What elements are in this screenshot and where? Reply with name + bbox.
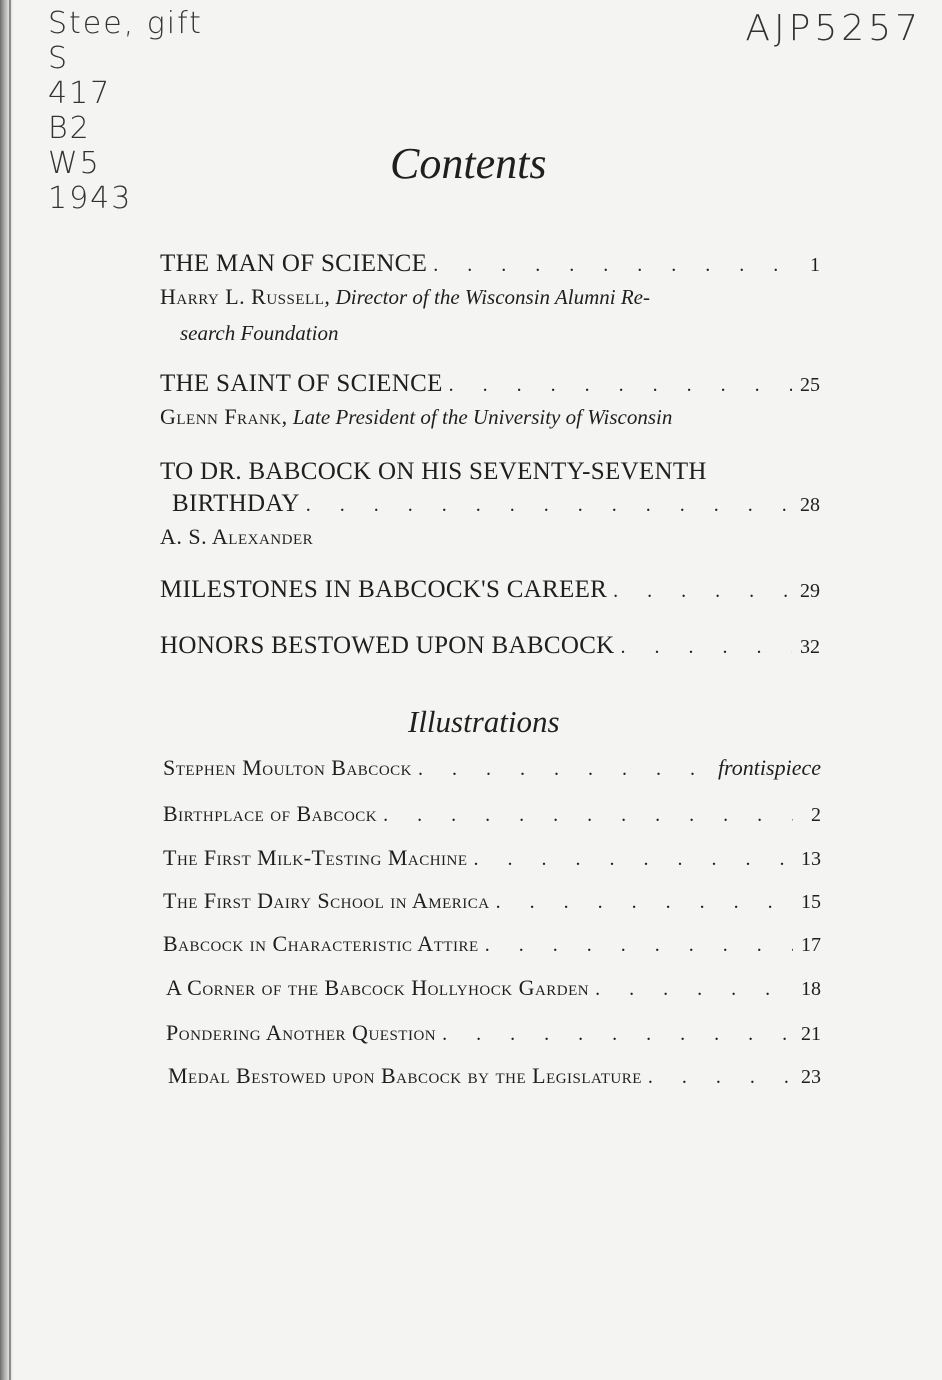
dot-leader: [383, 804, 793, 827]
illustration-entry: [163, 845, 821, 871]
handwritten-accession-number: AJP5257: [745, 8, 922, 49]
toc-entry: [160, 370, 820, 434]
toc-entry-page: 29: [800, 580, 820, 602]
toc-entry-title: HONORS BESTOWED UPON BABCOCK: [160, 632, 615, 659]
illustration-page: 15: [801, 891, 821, 913]
illustration-entry: [166, 1020, 821, 1046]
call-number-line: S: [48, 41, 70, 76]
toc-entry-title: THE SAINT OF SCIENCE: [160, 370, 443, 397]
call-number-line: Stee, gift: [48, 6, 203, 41]
illustration-page: frontispiece: [717, 755, 821, 780]
illustration-entry: [163, 888, 821, 914]
illustration-page: 2: [811, 804, 821, 826]
illustration-title: A Corner of the Babcock Hollyhock Garden: [166, 975, 590, 1000]
dot-leader: [613, 580, 792, 603]
toc-entry: [160, 632, 820, 660]
illustration-page: 18: [801, 978, 821, 1000]
toc-entry-page: 28: [800, 494, 820, 516]
page-spine-shadow: [0, 0, 14, 1380]
toc-entry-page: 25: [800, 374, 820, 396]
dot-leader: [648, 1066, 793, 1089]
illustration-title: Birthplace of Babcock: [163, 801, 378, 826]
toc-entry: [160, 576, 820, 604]
dot-leader: [595, 978, 793, 1001]
call-number-line: 417: [48, 76, 112, 111]
toc-entry-page: 1: [810, 254, 820, 276]
author-description: Director of the Wisconsin Alumni Re-: [335, 285, 650, 309]
dot-leader: [621, 636, 792, 659]
illustration-title: Medal Bestowed upon Babcock by the Legislature: [168, 1063, 642, 1088]
dot-leader: [433, 254, 792, 277]
toc-entry: [160, 250, 820, 350]
author-name: Glenn Frank,: [160, 404, 288, 429]
dot-leader: [485, 934, 793, 957]
toc-entry-title-continued: BIRTHDAY: [172, 490, 300, 517]
illustration-page: 13: [801, 848, 821, 870]
illustration-entry: [163, 801, 821, 827]
author-name: A. S. Alexander: [160, 524, 314, 549]
contents-heading: Contents: [390, 139, 547, 188]
toc-entry-title: THE MAN OF SCIENCE: [160, 250, 428, 277]
illustration-entry: [163, 931, 821, 957]
illustration-title: Stephen Moulton Babcock: [163, 755, 412, 780]
illustration-title: Babcock in Characteristic Attire: [163, 931, 479, 956]
illustration-page: 17: [801, 934, 821, 956]
toc-entry-title: TO DR. BABCOCK ON HIS SEVENTY-SEVENTH: [160, 458, 707, 485]
handwritten-call-number: [48, 6, 203, 216]
illustration-entry: [163, 755, 821, 781]
illustration-title: The First Dairy School in America: [163, 888, 490, 913]
call-number-line: W5: [48, 146, 101, 181]
dot-leader: [442, 1023, 793, 1046]
dot-leader: [496, 891, 793, 914]
illustration-entry: [166, 975, 821, 1001]
dot-leader: [418, 758, 712, 781]
toc-entry: [160, 458, 820, 554]
dot-leader: [449, 374, 792, 397]
illustration-page: 23: [801, 1066, 821, 1088]
dot-leader: [474, 848, 793, 871]
illustrations-heading: Illustrations: [408, 704, 560, 739]
toc-entry-title: MILESTONES IN BABCOCK'S CAREER: [160, 576, 608, 603]
author-description-continued: search Foundation: [180, 321, 339, 345]
binding-edge: [9, 0, 11, 1380]
toc-entry-page: 32: [800, 636, 820, 658]
illustration-title: Pondering Another Question: [166, 1020, 437, 1045]
dot-leader: [306, 494, 792, 517]
author-description: Late President of the University of Wisconsin: [292, 405, 673, 429]
illustration-title: The First Milk-Testing Machine: [163, 845, 468, 870]
call-number-line: 1943: [48, 181, 133, 216]
illustration-entry: [168, 1063, 821, 1089]
author-name: Harry L. Russell,: [160, 284, 331, 309]
call-number-line: B2: [48, 111, 91, 146]
illustration-page: 21: [801, 1023, 821, 1045]
